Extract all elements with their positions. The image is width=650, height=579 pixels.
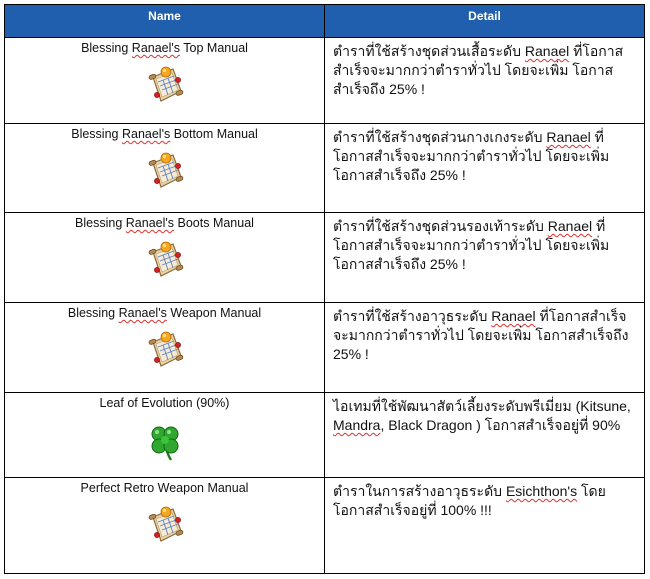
header-detail: Detail (325, 5, 645, 38)
table-row (5, 124, 645, 213)
item-detail-cell: ตำราที่ใช้สร้างชุดส่วนรองเท้าระดับ Ranael ที่โอกาสสำเร็จจะมากกว่าตำราทั่วไป โดยจะเพิ่ม โอกาสสำเร็จถึง 25% ! (325, 213, 645, 303)
table-row (5, 213, 645, 303)
scroll-manual-icon (143, 503, 187, 547)
header-name: Name (5, 5, 325, 38)
table-row (5, 38, 645, 124)
item-detail-cell: ตำราที่ใช้สร้างชุดส่วนเสื้อระดับ Ranael ที่โอกาสสำเร็จจะมากกว่าตำราทั่วไป โดยจะเพิ่ม โอกาสสำเร็จถึง 25% ! (325, 38, 645, 124)
items-table (4, 4, 645, 574)
item-name-cell: Blessing Ranael's Top Manual (5, 38, 325, 124)
item-name-cell: Blessing Ranael's Boots Manual (5, 213, 325, 303)
item-name-cell: Leaf of Evolution (90%) (5, 393, 325, 478)
item-detail-cell: ตำราที่ใช้สร้างอาวุธระดับ Ranael ที่โอกาสสำเร็จจะมากกว่าตำราทั่วไป โดยจะเพิ่ม โอกาสสำเร็จถึง 25% ! (325, 303, 645, 393)
scroll-manual-icon (143, 238, 187, 282)
table-row (5, 303, 645, 393)
scroll-manual-icon (143, 63, 187, 107)
clover-leaf-icon (143, 418, 187, 462)
table-row (5, 478, 645, 574)
item-name-cell: Perfect Retro Weapon Manual (5, 478, 325, 574)
item-detail-cell: ตำราในการสร้างอาวุธระดับ Esichthon's โดยโอกาสสำเร็จอยู่ที่ 100% !!! (325, 478, 645, 574)
scroll-manual-icon (143, 328, 187, 372)
table-row (5, 393, 645, 478)
scroll-manual-icon (143, 149, 187, 193)
item-detail-cell: ไอเทมที่ใช้พัฒนาสัตว์เลี้ยงระดับพรีเมี่ยม (Kitsune, Mandra, Black Dragon ) โอกาสสำเร็จอยู่ที่ 90% (325, 393, 645, 478)
item-name-cell: Blessing Ranael's Weapon Manual (5, 303, 325, 393)
item-name-cell: Blessing Ranael's Bottom Manual (5, 124, 325, 213)
item-detail-cell: ตำราที่ใช้สร้างชุดส่วนกางเกงระดับ Ranael ที่โอกาสสำเร็จจะมากกว่าตำราทั่วไป โดยจะเพิ่ม โอกาสสำเร็จถึง 25% ! (325, 124, 645, 213)
header-row (5, 5, 645, 38)
